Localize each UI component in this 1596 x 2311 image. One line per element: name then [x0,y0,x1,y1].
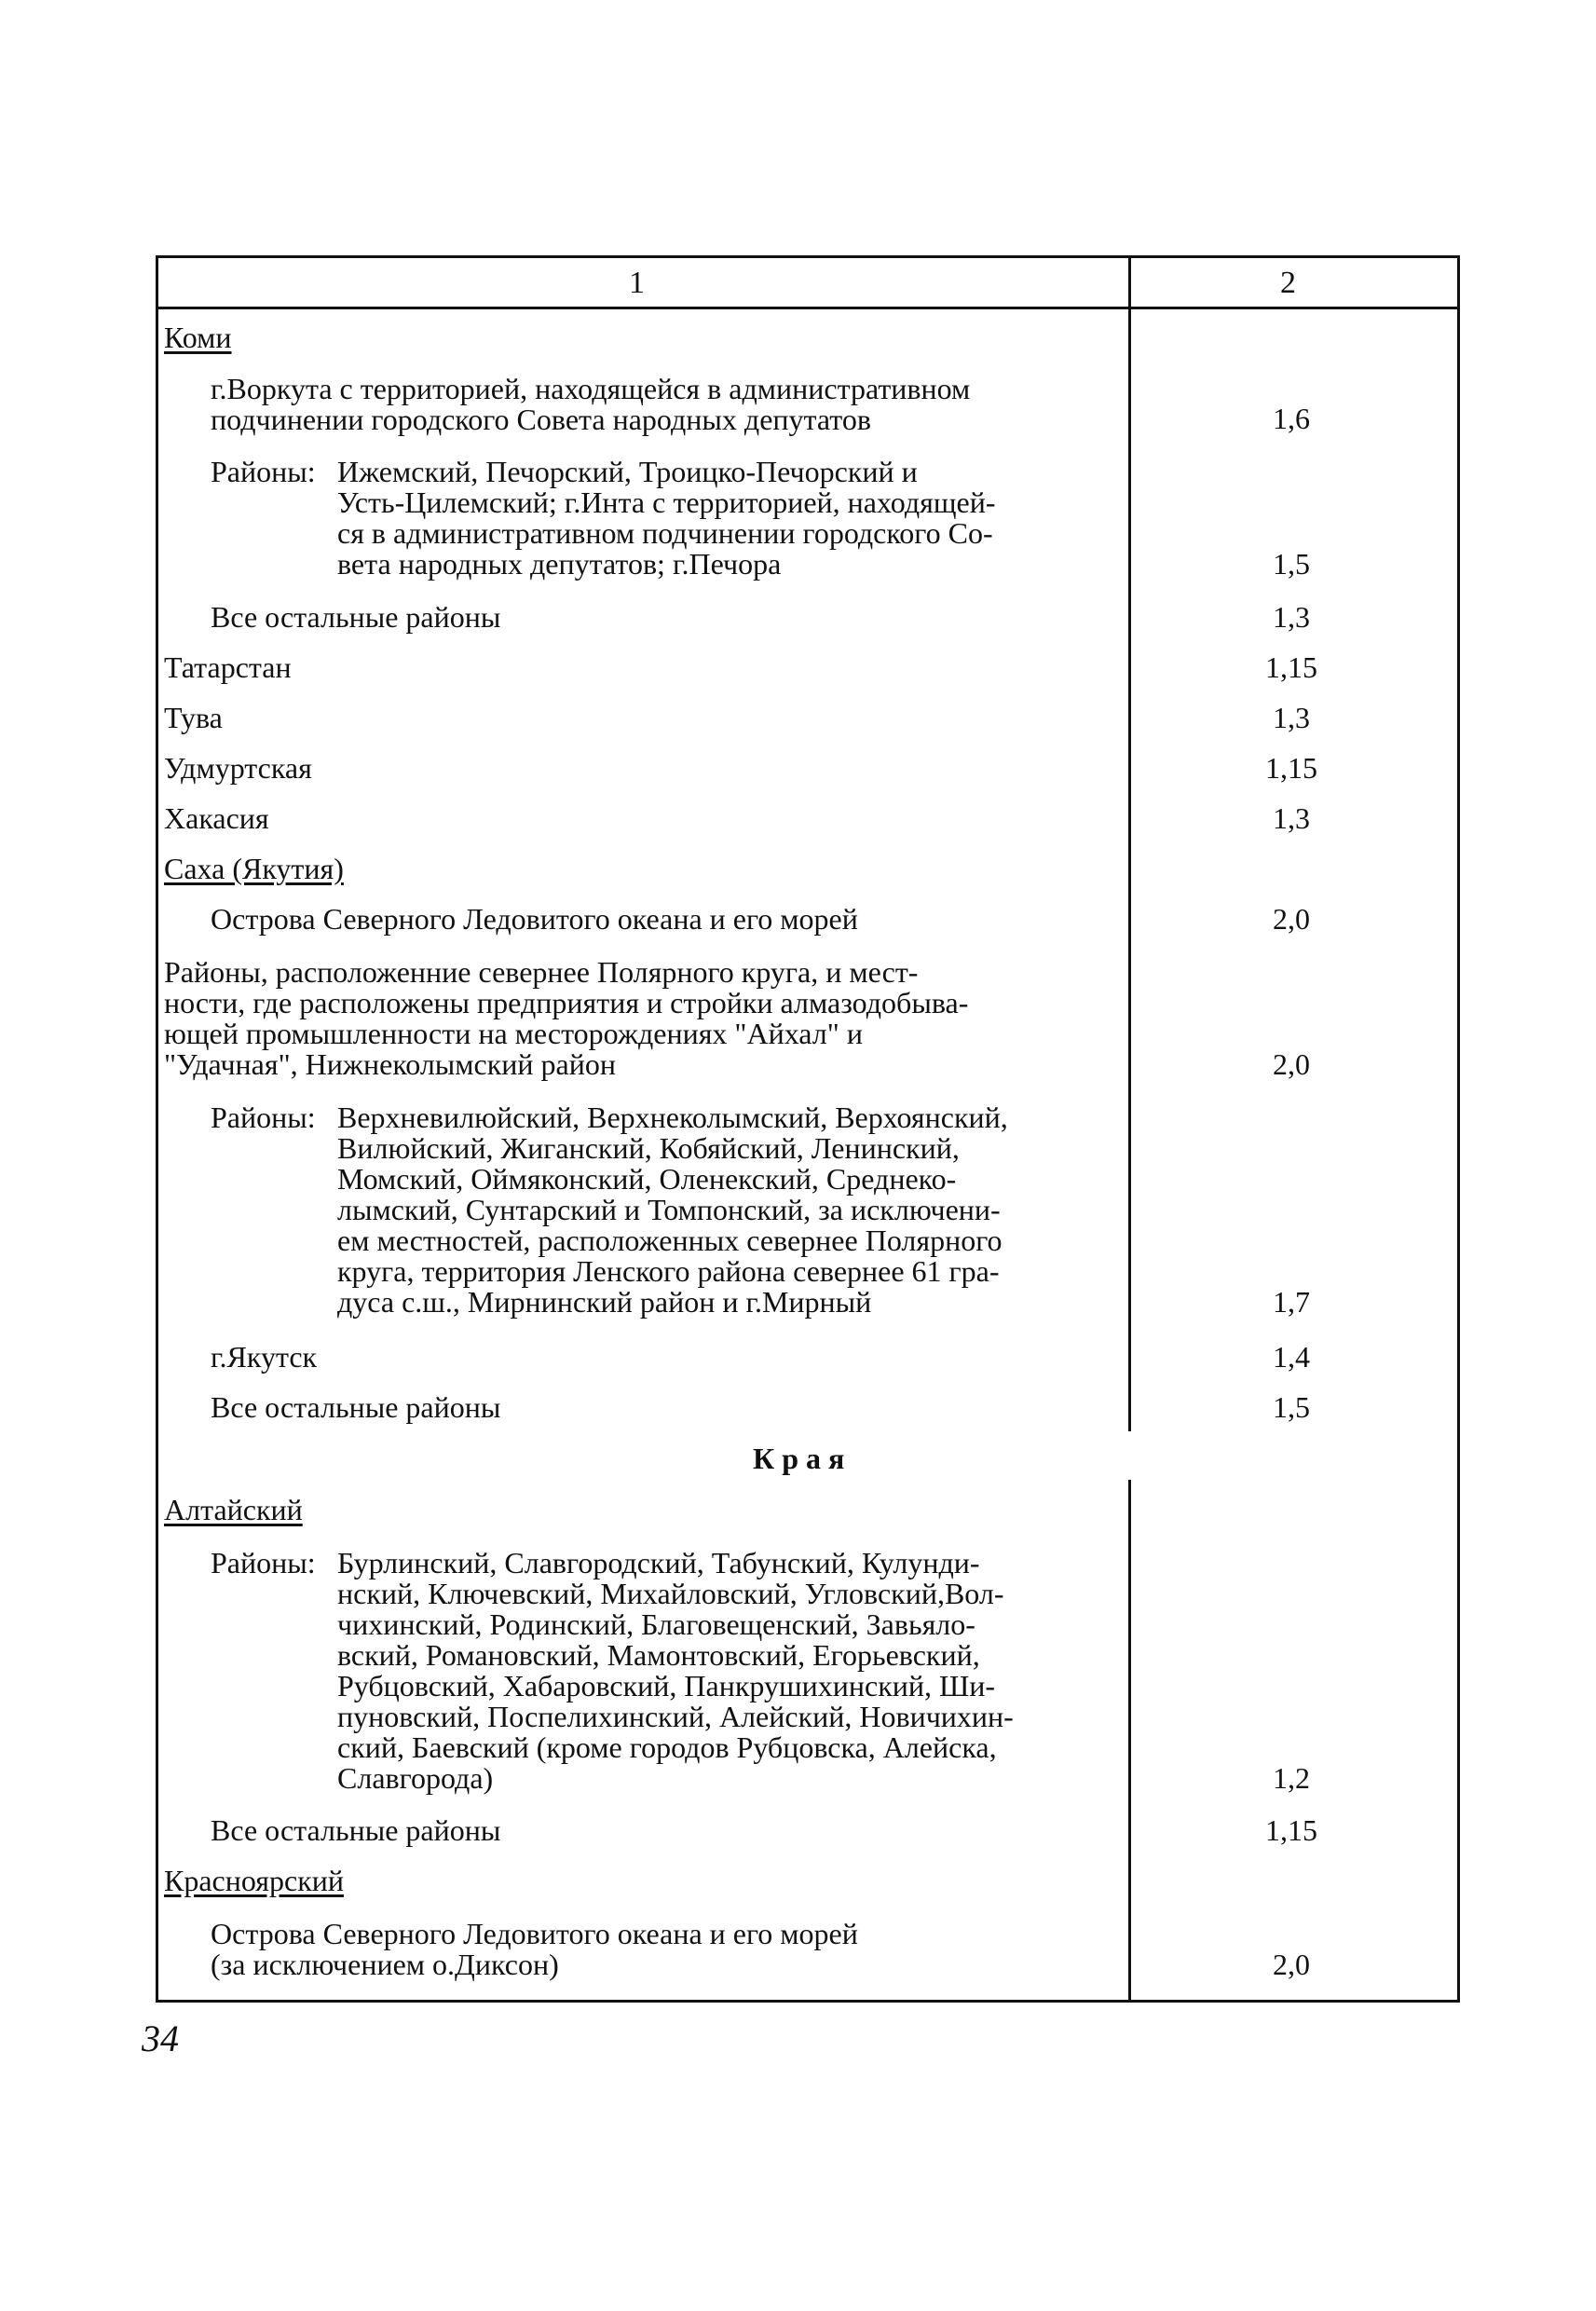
komi-other-value: 1,3 [1273,600,1310,634]
altai-other-text: Все остальные районы [211,1813,501,1847]
sakha-yakutsk-text: г.Якутск [211,1340,318,1374]
sakha-north-text: Районы, расположенние севернее Полярного круга, и мест- ности, где расположены предприятия и стройки алмазодобыва- ющей промышленности на месторождениях "Айхал" и "Удачная", Нижнеколымский район [164,955,969,1081]
region-tatarstan-value: 1,15 [1265,650,1317,684]
krasnoyarsk-title: Красноярский [164,1864,344,1897]
region-khakasia: Хакасия [164,801,269,835]
header-col1: 1 [629,266,645,300]
region-tatarstan: Татарстан [164,650,292,684]
altai-districts-value: 1,2 [1273,1761,1310,1795]
column-divider-upper [1128,255,1131,1431]
column-divider-lower [1128,1480,1131,2003]
altai-districts-text: Бурлинский, Славгородский, Табунский, Кулунди- нский, Ключевский, Михайловский, Угловский,Вол- чихинский, Родинский, Благовещенский, Завьяло- вский, Романовский, Мамонтовский, Егорьевский, Рубцовский, Хабаровский, Панкрушихинский, Ши- пуновский, Поспелихинский, Алейский, Новичихин- ский, Баевский (кроме городов Рубцовска, Алейска, Славгорода) [337,1546,1014,1795]
sakha-other-value: 1,5 [1273,1390,1310,1424]
region-tuva: Тува [164,701,223,734]
section-kraya-title: Края [753,1442,853,1475]
sakha-islands-value: 2,0 [1273,902,1310,936]
krasnoyarsk-islands-text: Острова Северного Ледовитого океана и его морей (за исключением о.Диксон) [211,1917,858,1981]
region-khakasia-value: 1,3 [1273,801,1310,835]
sakha-islands-text: Острова Северного Ледовитого океана и его морей [211,902,858,936]
krasnoyarsk-islands-value: 2,0 [1273,1948,1310,1981]
sakha-title: Саха (Якутия) [164,852,344,885]
region-tuva-value: 1,3 [1273,701,1310,734]
sakha-districts-text: Верхневилюйский, Верхнеколымский, Верхоянский, Вилюйский, Жиганский, Кобяйский, Ленинский, Момский, Оймяконский, Оленекский, Среднеко- лымский, Сунтарский и Томпонский, за исключени- ем местностей, расположенных севернее Полярного круга, территория Ленского района севернее 61 гра- дуса с.ш., Мирнинский район и г.Мирный [337,1101,1008,1319]
sakha-other-text: Все остальные районы [211,1390,501,1424]
altai-title: Алтайский [164,1493,303,1526]
komi-districts-label: Районы: [211,455,316,488]
header-divider [156,307,1460,309]
komi-districts-value: 1,5 [1273,547,1310,581]
altai-districts-label: Районы: [211,1546,316,1579]
header-col2: 2 [1280,266,1296,300]
region-udmurt-value: 1,15 [1265,751,1317,785]
sakha-yakutsk-value: 1,4 [1273,1340,1310,1374]
komi-title: Коми [164,321,232,354]
sakha-north-value: 2,0 [1273,1047,1310,1081]
komi-vorkuta-text: г.Воркута с территорией, находящейся в административном подчинении городского Совета народных депутатов [211,372,971,436]
altai-other-value: 1,15 [1265,1813,1317,1847]
komi-vorkuta-value: 1,6 [1273,402,1310,435]
sakha-districts-value: 1,7 [1273,1285,1310,1319]
region-udmurt: Удмуртская [164,751,312,785]
sakha-districts-label: Районы: [211,1101,316,1134]
page-number: 34 [142,2017,179,2059]
komi-other-text: Все остальные районы [211,600,501,634]
komi-districts-text: Ижемский, Печорский, Троицко-Печорский и Усть-Цилемский; г.Инта с территорией, находящей- ся в административном подчинении городского Со- вета народных депутатов; г.Печора [337,455,996,581]
